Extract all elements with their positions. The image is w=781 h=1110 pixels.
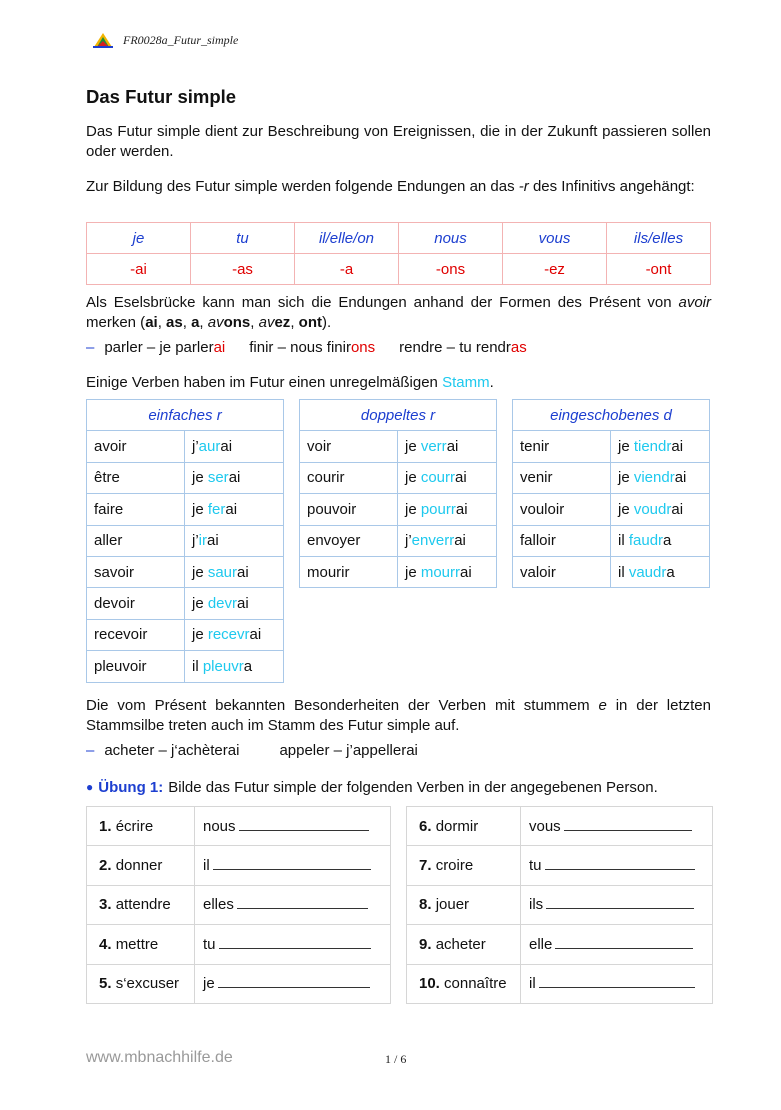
mnemonic-text: merken (: [86, 314, 146, 331]
exercise-row: [87, 807, 391, 846]
mnemonic-text: ).: [321, 314, 332, 331]
table-row: [87, 588, 284, 619]
form-cell: je mourrai: [398, 556, 497, 587]
answer-field[interactable]: elle: [521, 925, 713, 964]
example-item: [104, 339, 225, 356]
mnemonic-form: ez: [274, 314, 291, 331]
table-row: [87, 494, 284, 525]
form-cell: je saurai: [185, 556, 284, 587]
table-row: [87, 462, 284, 493]
dash-bullet: –: [86, 741, 95, 759]
ending-cell: -a: [295, 254, 399, 285]
verb-cell: envoyer: [300, 525, 398, 556]
formation-r: -r: [518, 178, 529, 195]
document-header: [93, 30, 238, 50]
formation-text-end: des Infinitivs angehängt:: [528, 178, 695, 195]
bullet-icon: ●: [86, 780, 94, 794]
verb-cell: courir: [300, 462, 398, 493]
pronoun-cell: il/elle/on: [295, 223, 399, 254]
verb-cell: venir: [513, 462, 611, 493]
table-row: [87, 619, 284, 650]
table-row: [87, 556, 284, 587]
table-row: [513, 462, 710, 493]
example-stem: finir – nous finir: [249, 338, 351, 356]
exercise-row: [407, 964, 713, 1003]
answer-field[interactable]: elles: [195, 885, 391, 924]
form-cell: j’irai: [185, 525, 284, 556]
irregular-table-header: einfaches r: [87, 400, 284, 431]
table-row: [513, 431, 710, 462]
form-cell: je voudrai: [611, 494, 710, 525]
form-cell: je devrai: [185, 588, 284, 619]
mute-e-paragraph: [86, 696, 711, 736]
pronoun-cell: nous: [399, 223, 503, 254]
exercise-row: [87, 925, 391, 964]
verb-cell: recevoir: [87, 619, 185, 650]
form-cell: j’enverrai: [398, 525, 497, 556]
ending-row: [87, 254, 711, 285]
answer-field[interactable]: vous: [521, 807, 713, 846]
verb-cell: pleuvoir: [87, 651, 185, 682]
form-cell: j’aurai: [185, 431, 284, 462]
exercise-row: [407, 925, 713, 964]
footer-url: www.mbnachhilfe.de: [86, 1049, 233, 1066]
table-row: [300, 462, 497, 493]
verb-cell: aller: [87, 525, 185, 556]
exercise-heading: [86, 776, 658, 798]
form-cell: je courrai: [398, 462, 497, 493]
verb-cell: falloir: [513, 525, 611, 556]
exercise-row: [407, 846, 713, 885]
example-ending: ons: [350, 338, 376, 356]
page-title: Das Futur simple: [86, 86, 237, 107]
mnemonic-form: ont: [298, 314, 322, 331]
endings-table: [86, 222, 711, 285]
formation-text: Zur Bildung des Futur simple werden folgende Endungen an das: [86, 178, 519, 195]
page-number: 1 / 6: [385, 1052, 407, 1066]
answer-field[interactable]: il: [521, 964, 713, 1003]
ending-cell: -ez: [503, 254, 607, 285]
table-row: [300, 494, 497, 525]
pronoun-cell: vous: [503, 223, 607, 254]
answer-field[interactable]: ils: [521, 885, 713, 924]
exercise-table-right: [406, 806, 713, 1004]
verb-cell: mourir: [300, 556, 398, 587]
example-item: appeler – j’appellerai: [279, 741, 418, 759]
exercise-verb: 7. croire: [407, 846, 521, 885]
form-cell: je verrai: [398, 431, 497, 462]
mnemonic-av: av: [207, 314, 224, 331]
irregular-intro: [86, 373, 711, 393]
verb-cell: vouloir: [513, 494, 611, 525]
exercise-verb: 2. donner: [87, 846, 195, 885]
irregular-table-inserted-d: [512, 399, 710, 588]
exercise-row: [407, 807, 713, 846]
verb-cell: pouvoir: [300, 494, 398, 525]
exercise-instruction: Bilde das Futur simple der folgenden Verben in der angegebenen Person.: [168, 778, 658, 796]
ending-cell: -as: [191, 254, 295, 285]
exercise-row: [87, 964, 391, 1003]
table-row: [513, 556, 710, 587]
example-stem: parler – je parler: [104, 338, 214, 356]
example-stem: rendre – tu rendr: [399, 338, 511, 356]
example-item: acheter – j‘achèterai: [104, 741, 240, 759]
form-cell: je serai: [185, 462, 284, 493]
form-cell: je recevrai: [185, 619, 284, 650]
verb-cell: valoir: [513, 556, 611, 587]
stamm-word: Stamm: [442, 374, 490, 391]
answer-field[interactable]: il: [195, 846, 391, 885]
exercise-verb: 1. écrire: [87, 807, 195, 846]
ending-cell: -ont: [607, 254, 711, 285]
document-code: FR0028a_Futur_simple: [123, 32, 239, 47]
form-cell: je tiendrai: [611, 431, 710, 462]
mnemonic-form: ai: [145, 314, 158, 331]
mute-e-letter: e: [598, 697, 607, 714]
example-item: [399, 339, 527, 356]
table-row: [87, 431, 284, 462]
irregular-table-double-r: [299, 399, 497, 588]
answer-field[interactable]: je: [195, 964, 391, 1003]
form-cell: il pleuvra: [185, 651, 284, 682]
exercise-verb: 6. dormir: [407, 807, 521, 846]
mnemonic-avoir: avoir: [678, 294, 711, 311]
dash-bullet: –: [86, 338, 95, 356]
ending-cell: -ai: [87, 254, 191, 285]
pronoun-row: [87, 223, 711, 254]
irregular-table-simple-r: [86, 399, 284, 683]
formation-paragraph: [86, 177, 711, 197]
mnemonic-paragraph: Als Eselsbrücke kann man sich die Endungen anhand der Formen des Présent von avoir merken (ai, as, a, avons, avez, ont).: [86, 294, 711, 331]
irregular-table-header: doppeltes r: [300, 400, 497, 431]
table-row: [513, 494, 710, 525]
table-row: [300, 525, 497, 556]
exercise-verb: 5. s‘excuser: [87, 964, 195, 1003]
pronoun-cell: tu: [191, 223, 295, 254]
exercise-verb: 4. mettre: [87, 925, 195, 964]
pronoun-cell: je: [87, 223, 191, 254]
verb-cell: tenir: [513, 431, 611, 462]
table-row: [300, 431, 497, 462]
example-ending: ai: [213, 338, 226, 356]
table-row: [513, 525, 710, 556]
logo-icon: [93, 32, 113, 48]
intro-paragraph: Das Futur simple dient zur Beschreibung von Ereignissen, die in der Zukunft passieren sollen oder werden.: [86, 123, 711, 160]
exercise-row: [87, 885, 391, 924]
irregular-intro-text: Einige Verben haben im Futur einen unregelmäßigen: [86, 374, 443, 391]
mnemonic-form: as: [166, 314, 183, 331]
table-row: [87, 525, 284, 556]
exercise-row: [87, 846, 391, 885]
example-line-2: [86, 740, 458, 760]
mnemonic-form: a: [191, 314, 200, 331]
irregular-table-header: eingeschobenes d: [513, 400, 710, 431]
exercise-verb: 9. acheter: [407, 925, 521, 964]
verb-cell: voir: [300, 431, 398, 462]
answer-field[interactable]: tu: [195, 925, 391, 964]
exercise-verb: 8. jouer: [407, 885, 521, 924]
mnemonic-form: ons: [223, 314, 251, 331]
mute-e-text: in der letzten Stammsilbe treten auch im Stamm des Futur simple auf.: [86, 697, 711, 734]
answer-field[interactable]: nous: [195, 807, 391, 846]
mnemonic-av: av: [258, 314, 275, 331]
verb-cell: être: [87, 462, 185, 493]
example-ending: as: [510, 338, 527, 356]
example-item: [249, 339, 375, 356]
answer-field[interactable]: tu: [521, 846, 713, 885]
example-line-1: [86, 337, 551, 357]
exercise-verb: 10. connaître: [407, 964, 521, 1003]
exercise-row: [407, 885, 713, 924]
mnemonic-text: Als Eselsbrücke kann man sich die Endungen anhand der Formen des Présent von: [86, 294, 679, 311]
form-cell: il faudra: [611, 525, 710, 556]
irregular-intro-end: .: [489, 374, 494, 391]
form-cell: il vaudra: [611, 556, 710, 587]
table-row: [300, 556, 497, 587]
form-cell: je viendrai: [611, 462, 710, 493]
verb-cell: devoir: [87, 588, 185, 619]
ending-cell: -ons: [399, 254, 503, 285]
form-cell: je ferai: [185, 494, 284, 525]
table-row: [87, 651, 284, 682]
verb-cell: savoir: [87, 556, 185, 587]
verb-cell: avoir: [87, 431, 185, 462]
exercise-label: Übung 1:: [98, 778, 164, 796]
mute-e-text: Die vom Présent bekannten Besonderheiten der Verben mit stummem: [86, 697, 599, 714]
form-cell: je pourrai: [398, 494, 497, 525]
exercise-verb: 3. attendre: [87, 885, 195, 924]
exercise-table-left: [86, 806, 391, 1004]
pronoun-cell: ils/elles: [607, 223, 711, 254]
verb-cell: faire: [87, 494, 185, 525]
